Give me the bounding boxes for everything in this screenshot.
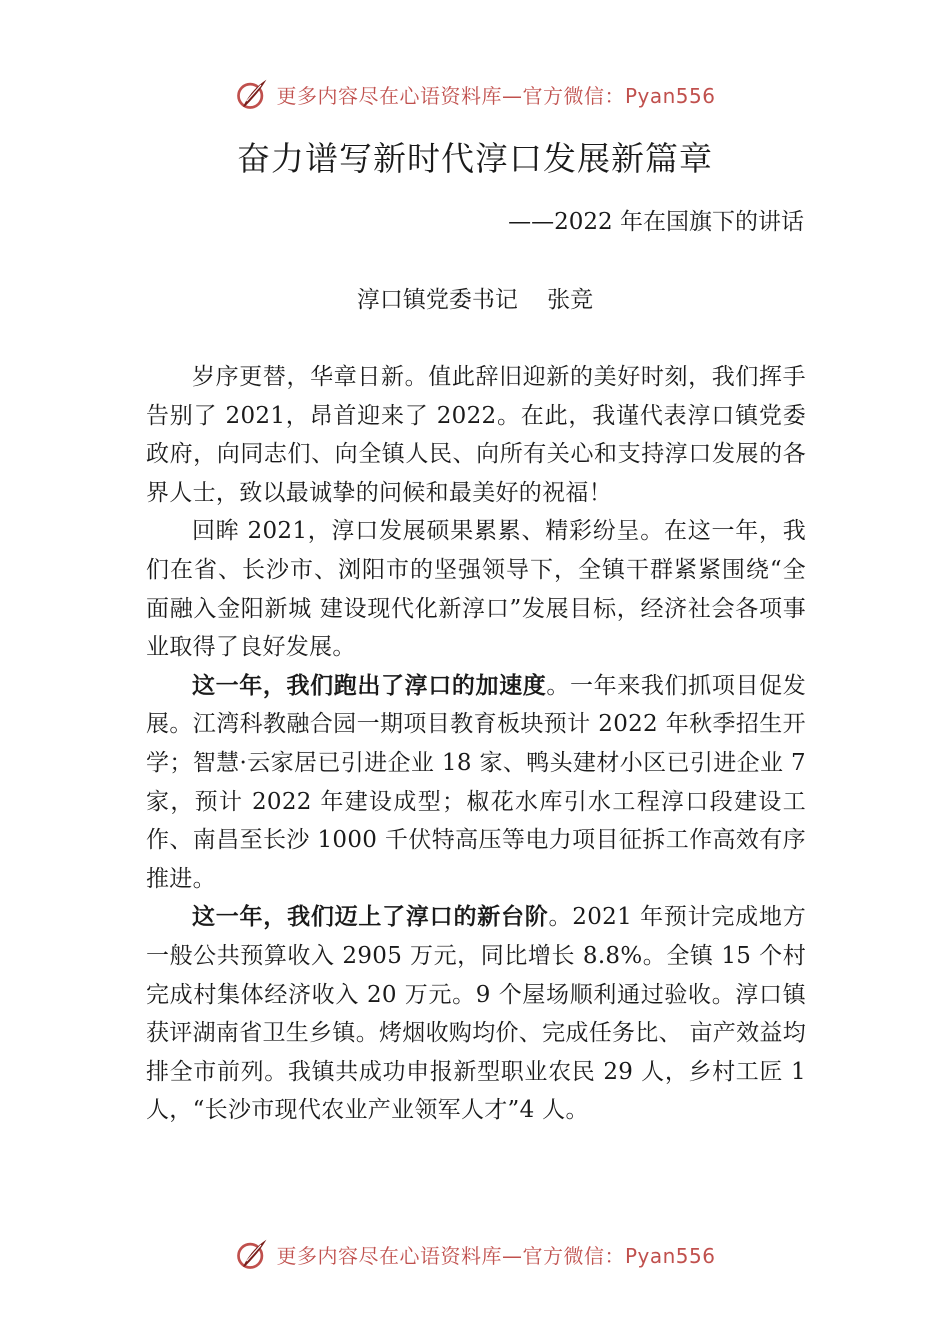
paragraph-3-lead: 这一年，我们跑出了淳口的加速度 bbox=[192, 672, 547, 699]
author-line: 淳口镇党委书记 张竞 bbox=[356, 287, 594, 313]
paragraph-4-lead: 这一年，我们迈上了淳口的新台阶 bbox=[192, 904, 549, 931]
banner-text: 更多内容尽在心语资料库—官方微信：Pyan556 bbox=[276, 1243, 716, 1268]
banner-text: 更多内容尽在心语资料库—官方微信：Pyan556 bbox=[276, 83, 716, 108]
paragraph-3 bbox=[146, 667, 806, 899]
paragraph-4-text: 。2021 年预计完成地方一般公共预算收入 2905 万元，同比增长 8.8%。全镇 15 个村完成村集体经济收入 20 万元。9 个屋场顺利通过验收。淳口镇获评湖南省卫生乡镇。烤烟收购均价、完成任务比、 亩产效益均排全市前列。我镇共成功申报新型职业农民 29 人，乡村工匠 1 人，“长沙市现代农业产业领军人才”4 人。 bbox=[146, 904, 807, 1124]
document-title: 奋力谱写新时代淳口发展新篇章 bbox=[237, 139, 713, 178]
quill-logo-icon bbox=[234, 1236, 270, 1272]
header-watermark-banner bbox=[0, 74, 950, 114]
paragraph-3-text: 。一年来我们抓项目促发展。江湾科教融合园一期项目教育板块预计 2022 年秋季招生开学；智慧·云家居已引进企业 18 家、鸭头建材小区已引进企业 7 家，预计 2022 年建设成型；椒花水库引水工程淳口段建设工作、南昌至长沙 1000 千伏特高压等电力项目征拆工作高效有序推进。 bbox=[146, 672, 806, 892]
footer-watermark-banner bbox=[0, 1234, 950, 1274]
paragraph-2-text: 回眸 2021，淳口发展硕果累累、精彩纷呈。在这一年，我们在省、长沙市、浏阳市的坚强领导下，全镇干群紧紧围绕“全面融入金阳新城 建设现代化新淳口”发展目标，经济社会各项事业取得了良好发展。 bbox=[146, 518, 806, 661]
paragraph-2 bbox=[146, 512, 806, 666]
document-body bbox=[146, 358, 806, 1130]
document-subtitle: ——2022 年在国旗下的讲话 bbox=[508, 209, 804, 235]
paragraph-4 bbox=[146, 898, 806, 1130]
paragraph-1 bbox=[146, 358, 806, 512]
paragraph-1-text: 岁序更替，华章日新。值此辞旧迎新的美好时刻，我们挥手告别了 2021，昂首迎来了 2022。在此，我谨代表淳口镇党委政府，向同志们、向全镇人民、向所有关心和支持淳口发展的各界人士，致以最诚挚的问候和最美好的祝福！ bbox=[146, 364, 806, 506]
quill-logo-icon bbox=[234, 76, 270, 112]
